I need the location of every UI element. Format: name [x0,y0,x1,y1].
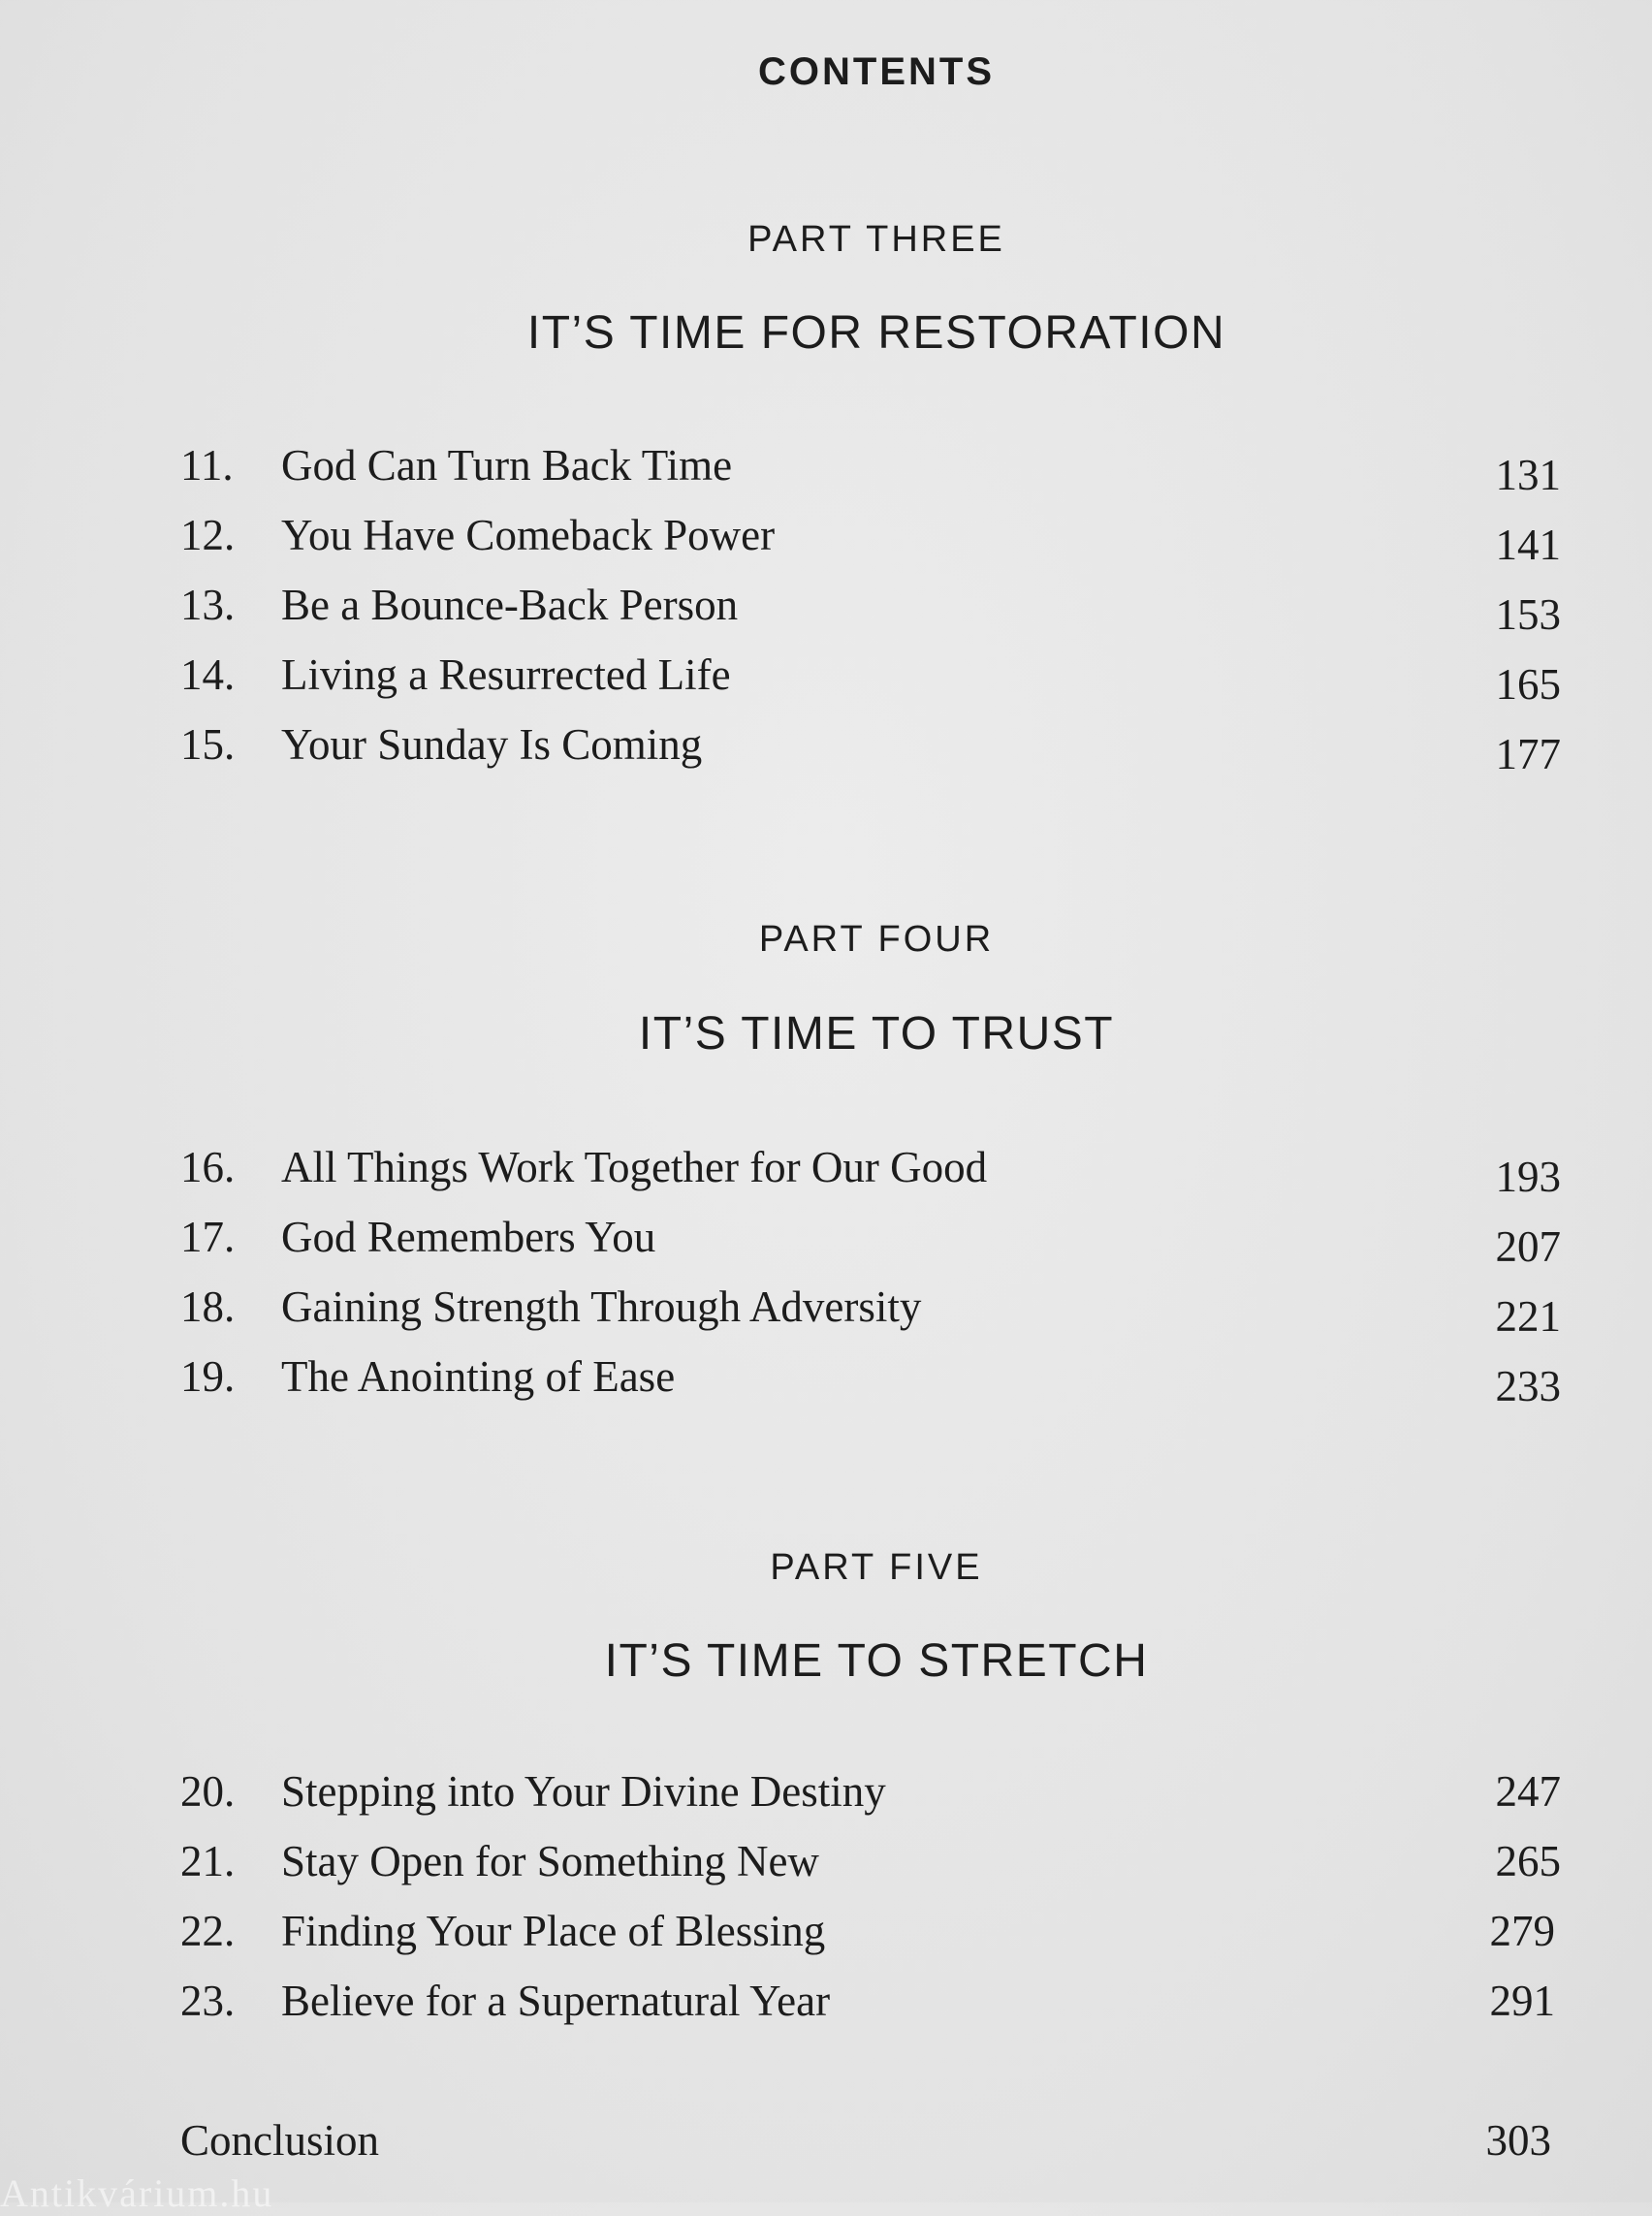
chapter-number: 23. [180,1977,236,2025]
chapter-number: 19. [180,1352,236,1401]
chapter-title: All Things Work Together for Our Good [281,1143,988,1191]
chapter-title: Finding Your Place of Blessing [281,1907,826,1955]
part-four-label: PART FOUR [758,919,995,960]
chapter-page: 207 [1495,1222,1561,1271]
chapter-title: Be a Bounce-Back Person [281,581,739,629]
chapter-page: 177 [1495,730,1561,778]
chapter-number: 16. [180,1143,236,1191]
toc-entry-15[interactable] [180,719,1561,781]
chapter-number: 13. [180,581,236,629]
chapter-number: 15. [180,720,236,769]
chapter-title: God Remembers You [281,1213,656,1261]
chapter-title: Living a Resurrected Life [281,650,731,699]
chapter-number: 11. [180,441,234,490]
chapter-page: 221 [1495,1292,1561,1341]
chapter-page: 131 [1495,451,1561,499]
chapter-page: 165 [1495,660,1561,709]
chapter-page: 247 [1495,1767,1561,1816]
toc-entry-19[interactable] [180,1351,1561,1413]
chapter-page: 141 [1495,521,1561,569]
toc-entry-21[interactable] [180,1836,1561,1898]
chapter-number: 18. [180,1282,236,1331]
part-four-title: IT’S TIME TO TRUST [638,1008,1115,1060]
chapter-page: 291 [1489,1977,1555,2025]
toc-entry-20[interactable] [180,1766,1561,1828]
chapter-title: Believe for a Supernatural Year [281,1977,831,2025]
toc-entry-17[interactable] [180,1212,1561,1274]
chapter-page: 193 [1495,1153,1561,1201]
part-five-label: PART FIVE [770,1547,983,1588]
toc-entry-14[interactable] [180,649,1561,712]
part-five-title: IT’S TIME TO STRETCH [604,1635,1149,1687]
chapter-page: 153 [1495,590,1561,639]
chapter-number: 17. [180,1213,236,1261]
toc-entry-12[interactable] [180,510,1561,572]
chapter-page: 265 [1495,1837,1561,1885]
chapter-number: 12. [180,511,236,559]
part-three-label: PART THREE [747,219,1005,260]
chapter-title: God Can Turn Back Time [281,441,733,490]
chapter-title: The Anointing of Ease [281,1352,676,1401]
chapter-number: 22. [180,1907,236,1955]
conclusion-page: 303 [1485,2116,1551,2165]
toc-entry-13[interactable] [180,580,1561,642]
chapter-title: You Have Comeback Power [281,511,776,559]
toc-entry-22[interactable] [180,1906,1561,1968]
page-title: CONTENTS [758,50,995,93]
toc-entry-11[interactable] [180,440,1561,502]
chapter-title: Your Sunday Is Coming [281,720,703,769]
toc-entry-18[interactable] [180,1282,1561,1344]
toc-entry-23[interactable] [180,1976,1561,2038]
chapter-title: Stepping into Your Divine Destiny [281,1767,886,1816]
chapter-number: 14. [180,650,236,699]
chapter-number: 20. [180,1767,236,1816]
part-three-title: IT’S TIME FOR RESTORATION [526,307,1226,359]
chapter-number: 21. [180,1837,236,1885]
conclusion-title: Conclusion [180,2116,380,2165]
chapter-page: 233 [1495,1362,1561,1410]
toc-entry-16[interactable] [180,1142,1561,1204]
toc-entry-conclusion[interactable] [180,2115,1561,2177]
chapter-page: 279 [1489,1907,1555,1955]
watermark: Antikvárium.hu [0,2171,274,2215]
chapter-title: Stay Open for Something New [281,1837,819,1885]
chapter-title: Gaining Strength Through Adversity [281,1282,922,1331]
